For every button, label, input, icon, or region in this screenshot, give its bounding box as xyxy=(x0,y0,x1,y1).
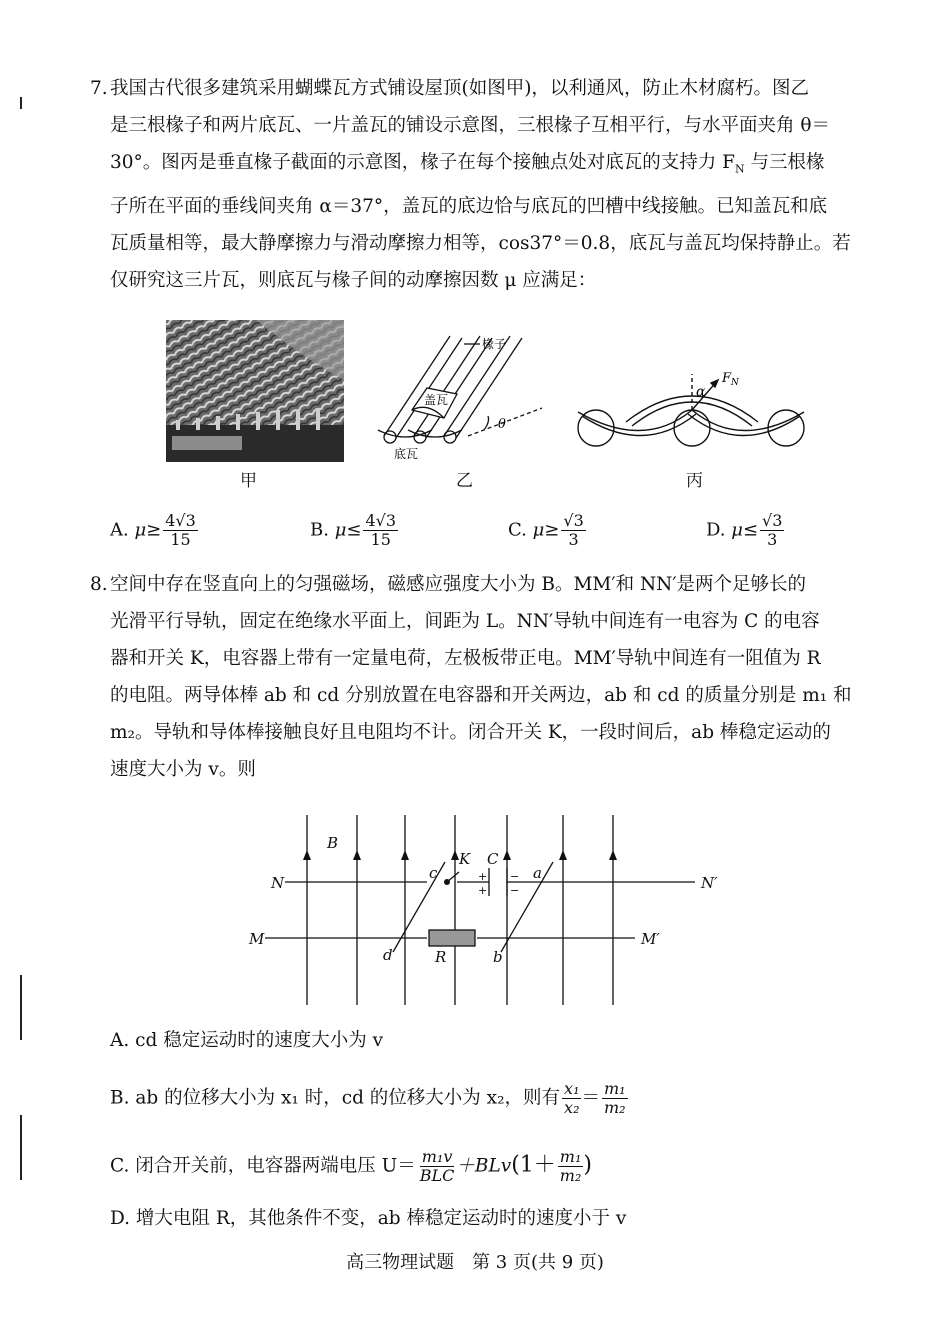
label-b: b xyxy=(493,948,503,966)
page-footer: 高三物理试题 第 3 页(共 9 页) xyxy=(346,1252,604,1273)
plus-sign: + xyxy=(478,884,488,897)
label-d: d xyxy=(383,946,393,964)
label-diwa: 底瓦 xyxy=(394,447,419,461)
label-a: a xyxy=(533,864,542,882)
q8-option-a[interactable]: A. cd 稳定运动时的速度大小为 v xyxy=(110,1030,384,1051)
label-theta: θ xyxy=(498,417,506,432)
q7-line: 我国古代很多建筑采用蝴蝶瓦方式铺设屋顶(如图甲)，以利通风，防止木材腐朽。图乙 xyxy=(110,78,809,99)
q8-option-c[interactable]: C. 闭合开关前，电容器两端电压 U＝ $\frac{\text{m₁v}}{\text{BLC}}$ ＋BLv(1＋ $\frac{\text{m₁}}{\text{m₂}}$ ) xyxy=(110,1147,592,1185)
question-7-number: 7. xyxy=(90,78,108,99)
figure-yi-caption: 乙 xyxy=(456,471,473,491)
roof-photo xyxy=(166,320,344,462)
label-N: N xyxy=(271,874,285,892)
label-gaiwa: 盖瓦 xyxy=(424,393,449,407)
question-8-number: 8. xyxy=(90,574,108,595)
q8-line: 空间中存在竖直向上的匀强磁场，磁感应强度大小为 B。MM′和 NN′是两个足够长的 xyxy=(110,574,807,595)
q8-line: 器和开关 K，电容器上带有一定量电荷，左极板带正电。MM′导轨中间连有一阻值为 R xyxy=(110,648,821,669)
circuit-diagram xyxy=(245,810,725,1010)
minus-sign: − xyxy=(510,884,520,897)
q8-option-d[interactable]: D. 增大电阻 R，其他条件不变，ab 棒稳定运动时的速度小于 v xyxy=(110,1208,627,1229)
q7-option-d[interactable]: D. μ≤ $\frac{√3}{3}$ xyxy=(706,511,783,549)
figure-jia-caption: 甲 xyxy=(240,471,257,491)
plus-sign: + xyxy=(478,870,488,883)
label-chuanzi: 椽子 xyxy=(482,337,507,351)
margin-mark xyxy=(20,1115,22,1180)
label-B: B xyxy=(327,834,339,852)
label-c: c xyxy=(429,864,438,882)
margin-mark xyxy=(20,97,22,109)
label-C: C xyxy=(487,850,499,868)
figure-bing-diagram xyxy=(572,370,812,466)
label-R: R xyxy=(435,948,447,966)
label-K: K xyxy=(459,850,471,868)
question-7-stem xyxy=(110,70,870,299)
q8-line: 的电阻。两导体棒 ab 和 cd 分别放置在电容器和开关两边，ab 和 cd 的质量分别是 m₁ 和 xyxy=(110,685,852,706)
q7-line: 30°。图丙是垂直椽子截面的示意图，椽子在每个接触点处对底瓦的支持力 $F_N$ 与三根椽 xyxy=(110,152,825,176)
label-M-prime: M′ xyxy=(641,930,660,948)
q7-option-a[interactable]: A. μ≥ $\frac{4√3}{15}$ xyxy=(110,511,196,549)
label-fn: $F_N$ xyxy=(722,371,739,388)
q7-option-c[interactable]: C. μ≥ $\frac{√3}{3}$ xyxy=(508,511,584,549)
question-8-stem xyxy=(110,566,870,788)
label-alpha: α xyxy=(696,384,706,400)
q7-option-b[interactable]: B. μ≤ $\frac{4√3}{15}$ xyxy=(310,511,397,549)
minus-sign: − xyxy=(510,870,520,883)
figure-yi-diagram xyxy=(372,318,572,468)
margin-mark xyxy=(20,975,22,1040)
label-M: M xyxy=(249,930,265,948)
q7-line: 仅研究这三片瓦，则底瓦与椽子间的动摩擦因数 μ 应满足： xyxy=(110,269,597,291)
resistor xyxy=(429,930,475,946)
q7-line: 是三根椽子和两片底瓦、一片盖瓦的铺设示意图，三根椽子互相平行，与水平面夹角 θ＝ xyxy=(110,115,831,136)
label-N-prime: N′ xyxy=(701,874,718,892)
q7-line: 子所在平面的垂线间夹角 α＝37°，盖瓦的底边恰与底瓦的凹槽中线接触。已知盖瓦和底 xyxy=(110,195,828,217)
q8-line: 光滑平行导轨，固定在绝缘水平面上，间距为 L。NN′导轨中间连有一电容为 C 的电容 xyxy=(110,611,820,632)
figure-bing-caption: 丙 xyxy=(686,471,703,491)
q8-line: 速度大小为 v。则 xyxy=(110,759,256,780)
q7-line: 瓦质量相等，最大静摩擦力与滑动摩擦力相等，cos37°＝0.8，底瓦与盖瓦均保持静止。若 xyxy=(110,232,851,254)
q8-line: m₂。导轨和导体棒接触良好且电阻均不计。闭合开关 K，一段时间后，ab 棒稳定运动的 xyxy=(110,722,831,743)
q8-option-b[interactable]: B. ab 的位移大小为 x₁ 时，cd 的位移大小为 x₂，则有 $\frac{\text{x₁}}{\text{x₂}}$ ＝ $\frac{\text{m₁}}{\text{m₂}}$ xyxy=(110,1079,626,1117)
